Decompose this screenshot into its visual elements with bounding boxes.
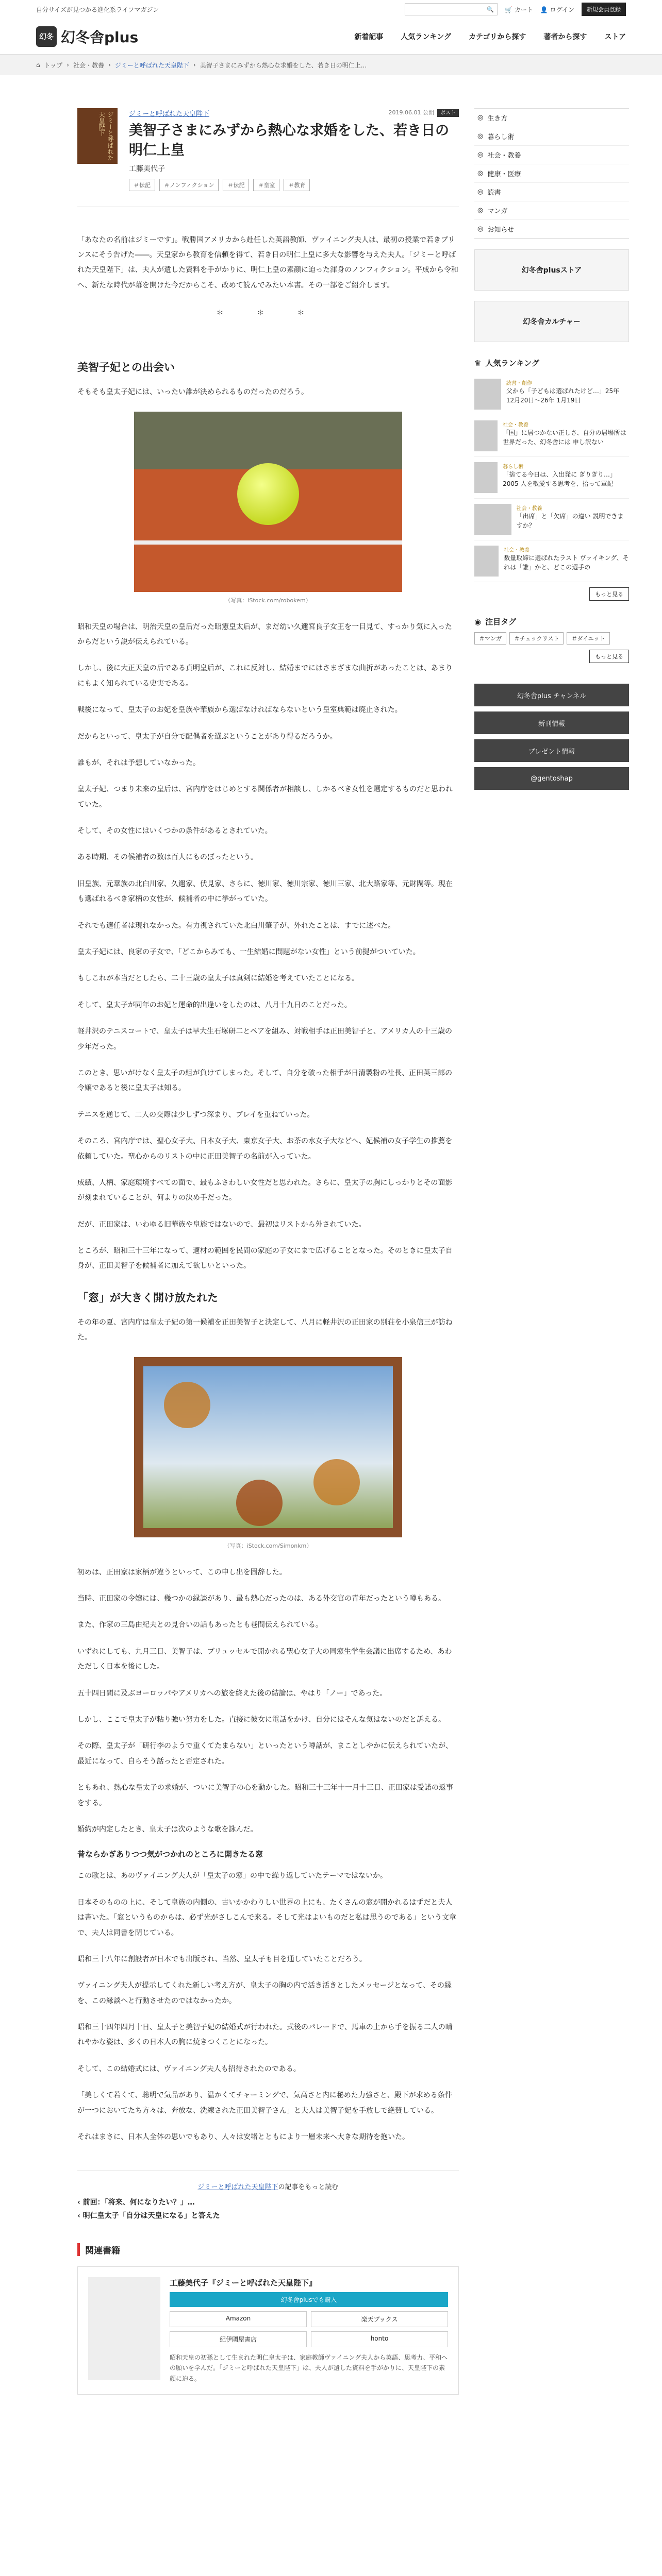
paragraph: だからといって、皇太子が自分で配偶者を選ぶということがあり得るだろうか。 bbox=[77, 732, 337, 741]
publish-date: 2019.06.01 公開 ポスト bbox=[389, 108, 459, 118]
ranking-item[interactable] bbox=[474, 457, 629, 499]
paragraph: そして、皇太子が同年のお妃と運命的出逢いをしたのは、八月十九日のことだった。 bbox=[77, 1001, 352, 1009]
sidebar-item-health[interactable]: ◎ 健康・医療 bbox=[474, 164, 629, 183]
paragraph: 日本そのものの上に、そして皇族の内側の、古いかかわりしい世界の上にも、たくさんの窓が開かれるはずだと夫人は書いた。「窓というものからは、必ず光がさしこんで来る。そして光はよいものだと私は思うのである」という文章で、夫人は同書を閉じている。 bbox=[77, 1898, 456, 1937]
crumb-top[interactable]: トップ bbox=[44, 61, 63, 69]
prev-next-nav bbox=[77, 2191, 459, 2227]
ranking-thumb bbox=[474, 504, 511, 535]
paragraph: ところが、昭和三十三年になって、適材の範囲を民間の家庭の子女にまで広げることとなった。そのときに皇太子自身が、正田美智子を候補者に加えて欲しいといった。 bbox=[77, 1247, 453, 1270]
paragraph: もしこれが本当だとしたら、二十三歳の皇太子は真剣に結婚を考えていたことになる。 bbox=[77, 974, 359, 983]
present-banner[interactable]: プレゼント情報 bbox=[474, 739, 629, 762]
paragraph: そのころ、宮内庁では、聖心女子大、日本女子大、東京女子大、お茶の水女子大などへ、妃候補の女子学生の推薦を依頼していた。聖心からのリストの中に正田美智子の名前が入っていた。 bbox=[77, 1137, 453, 1161]
paragraph: ある時期、その候補者の数は百人にものぼったという。 bbox=[77, 853, 258, 862]
book-thumb: ジミーと呼ばれた天皇陛下 bbox=[77, 108, 118, 164]
book-cover[interactable] bbox=[88, 2277, 160, 2380]
nav-category[interactable]: カテゴリから探す bbox=[468, 32, 526, 41]
sidebar-item-kurashi[interactable]: ◎ 暮らし術 bbox=[474, 127, 629, 146]
paragraph: 軽井沢のテニスコートで、皇太子は早大生石塚研二とペアを組み、対戦相手は正田美智子と、アメリカ人の十三歳の少年だった。 bbox=[77, 1027, 453, 1051]
paragraph: その際、皇太子が「研行李のようで重くてたまらない」といったという噂話が、まことしやかに伝えられていたが、最近になって、自らそう話ったと否定された。 bbox=[77, 1742, 453, 1766]
ranking-category: 社会・教養 bbox=[504, 548, 530, 553]
nav-store[interactable]: ストア bbox=[604, 32, 626, 41]
store-banner[interactable]: 幻冬舎plusストア bbox=[474, 249, 629, 291]
shop-amazon[interactable]: Amazon bbox=[170, 2311, 307, 2327]
divider-dots: ＊ ＊ ＊ bbox=[216, 309, 320, 318]
prev-link[interactable]: ‹ 前回：「将来、何になりたい？」… bbox=[77, 2198, 195, 2207]
paragraph: 当時、正田家の令嬢には、幾つかの縁談があり、最も熱心だったのは、ある外交官の青年だったという噂もある。 bbox=[77, 1595, 445, 1603]
next-link[interactable]: ‹ 明仁皇太子「自分は天皇になる」と答えた bbox=[77, 2211, 220, 2220]
login-link[interactable]: 👤 ログイン bbox=[540, 6, 574, 13]
paragraph: このとき、思いがけなく皇太子の組が負けてしまった。そして、自分を破った相手が日清製粉の社長、正田英三郎の令嬢であると後に皇太子は知る。 bbox=[77, 1069, 453, 1093]
crumb-cat[interactable]: 社会・教養 bbox=[73, 61, 105, 69]
tennis-ball-image bbox=[134, 412, 402, 592]
ranking-thumb bbox=[474, 420, 498, 451]
search-icon[interactable]: 🔍 bbox=[487, 6, 494, 13]
paragraph: しかし、後に大正天皇の后である貞明皇后が、これに反対し、結婚までにはさまざまな曲折があったことは、あまりにもよく知られている史実である。 bbox=[77, 664, 453, 688]
paragraph: その年の夏、宮内庁は皇太子妃の第一候補を正田美智子と決定して、八月に軽井沢の正田家の別荘を小泉信三が訪ねた。 bbox=[77, 1318, 453, 1342]
paragraph: 婚約が内定したとき、皇太子は次のような歌を詠んだ。 bbox=[77, 1825, 258, 1834]
cart-link[interactable]: 🛒 カート bbox=[505, 6, 533, 13]
ranking-thumb bbox=[474, 462, 498, 493]
leaf-icon: ◎ bbox=[477, 114, 484, 122]
ranking-title: 「捨てる今日は、入出発に ぎりぎり…」2005 人を敬愛する思考を、拾って軍記 bbox=[503, 471, 616, 487]
related-heading: 関連書籍 bbox=[77, 2243, 459, 2256]
keyword-heading: ◉ 注目タグ bbox=[474, 617, 517, 626]
tag[interactable]: ＃皇室 bbox=[253, 179, 279, 191]
ranking-title: 「国」に居つかない正しさ、自分の居場所は世界だった、幻冬舎には 申し訳ない bbox=[503, 429, 626, 446]
shop-rakuten[interactable]: 楽天ブックス bbox=[311, 2311, 448, 2327]
home-icon[interactable]: ⌂ bbox=[36, 61, 40, 69]
paragraph: 五十四日間に及ぶヨーロッパやアメリカへの旅を終えた後の結論は、やはり「ノー」であった。 bbox=[77, 1689, 387, 1698]
paragraph: そして、この結婚式には、ヴァイニング夫人も招待されたのである。 bbox=[77, 2064, 301, 2073]
paragraph: いずれにしても、九月三日、美智子は、ブリュッセルで開かれる聖心女子大の同窓生学生会議に出席するため、あわただしく日本を後にした。 bbox=[77, 1647, 452, 1671]
sidebar-item-manga[interactable]: ◎ マンガ bbox=[474, 201, 629, 220]
ranking-thumb bbox=[474, 546, 499, 577]
sidebar-item-ikikata[interactable]: ◎ 生き方 bbox=[474, 109, 629, 127]
ranking-item[interactable] bbox=[474, 499, 629, 540]
logo-icon: 幻冬 bbox=[36, 26, 57, 47]
breadcrumb: ⌂ トップ › 社会・教養 › ジミーと呼ばれた天皇陛下 › 美智子さまにみずから熱心な求婚をした、若き日の明仁上... bbox=[0, 55, 662, 75]
caption: （写真：iStock.com/robokem） bbox=[225, 597, 311, 604]
ranking-category: 読書・創作 bbox=[506, 381, 532, 386]
body-section-1 bbox=[77, 620, 459, 1274]
home-icon: ◎ bbox=[477, 132, 484, 140]
paragraph: この歌とは、あのヴァイニング夫人が「皇太子の窓」の中で繰り返していたテーマではないか。 bbox=[77, 1872, 388, 1880]
book-description: 昭和天皇の初孫として生まれた明仁皇太子は、家庭教師ヴァイニング夫人から英語、思考力、平和への願いを学んだ。「ジミーと呼ばれた天皇陛下」は、夫人が遺した資料を手がかりに、天皇陛下の素顔に迫る。 bbox=[170, 2353, 448, 2382]
more-button[interactable]: もっと見る bbox=[589, 650, 629, 663]
search-input[interactable] bbox=[405, 3, 498, 15]
crown-icon: ♛ bbox=[474, 358, 482, 368]
paragraph: 皇太子妃には、良家の子女で、「どこからみても、一生結婚に問題がない女性」という前提がついていた。 bbox=[77, 948, 420, 957]
ranking-category: 社会・教養 bbox=[516, 506, 542, 512]
tag[interactable]: ＃伝記 bbox=[223, 179, 249, 191]
pen-icon: ◎ bbox=[477, 188, 484, 196]
paragraph: そして、その女性にはいくつかの条件があるとされていた。 bbox=[77, 827, 272, 836]
manga-icon: ◎ bbox=[477, 207, 484, 214]
ranking-category: 社会・教養 bbox=[503, 422, 529, 428]
ranking-title: 父から「子どもは選ばれたけど…」25年 12月20日〜26年 1月19日 bbox=[506, 387, 620, 404]
paragraph: 昭和天皇の場合は、明治天皇の皇后だった昭憲皇太后が、まだ幼い久邇宮良子女王を一目見て、すっかり気に入ったからだという説が伝えられている。 bbox=[77, 622, 452, 646]
new-release-banner[interactable]: 新刊情報 bbox=[474, 711, 629, 734]
crumb-series[interactable]: ジミーと呼ばれた天皇陛下 bbox=[114, 61, 189, 69]
keyword[interactable]: ＃マンガ bbox=[474, 632, 506, 645]
register-button[interactable]: 新規会員登録 bbox=[582, 3, 626, 16]
article-header bbox=[77, 108, 459, 207]
main-header bbox=[0, 19, 662, 55]
nav-ranking[interactable]: 人気ランキング bbox=[401, 32, 451, 41]
tag[interactable]: ＃ノンフィクション bbox=[159, 179, 219, 191]
paragraph: 昭和三十八年に創設者が日本でも出版され、当然、皇太子も目を通していたことだろう。 bbox=[77, 1955, 367, 1963]
window-image bbox=[134, 1357, 402, 1537]
tag-icon: ◉ bbox=[474, 617, 482, 626]
ranking-category: 暮らし術 bbox=[503, 464, 524, 470]
sidebar-item-news[interactable]: ◎ お知らせ bbox=[474, 220, 629, 239]
paragraph: それでも適任者は現れなかった。有力視されていた北白川肇子が、外れたことは、すでに述べた。 bbox=[77, 921, 395, 930]
crumb-current: 美智子さまにみずから熱心な求婚をした、若き日の明仁上... bbox=[200, 61, 367, 69]
twitter-banner[interactable]: @gentoshap bbox=[474, 767, 629, 790]
sidebar bbox=[474, 108, 629, 790]
sidebar-item-society[interactable]: ◎ 社会・教養 bbox=[474, 146, 629, 164]
keyword-list bbox=[474, 632, 629, 645]
ranking-item[interactable] bbox=[474, 415, 629, 457]
section-heading: 美智子妃との出会い bbox=[77, 361, 175, 374]
paragraph: 戦後になって、皇太子のお妃を皇族や華族から選ばなければならないという皇室典範は廃止された。 bbox=[77, 706, 402, 715]
paragraph: テニスを通じて、二人の交際は少しずつ深まり、プレイを重ねていった。 bbox=[77, 1110, 315, 1119]
paragraph: 旧皇族、元華族の北白川家、久邇家、伏見家、さらに、徳川家、徳川宗家、徳川三家、北大路家等、元財閥等。現在も選ばれるべき家柄の女性が、候補者の中に挙がっていた。 bbox=[77, 879, 453, 904]
ranking-title: 数量取締に選ばれたラスト ヴァイキング、それは「誰」かと、どこの選手の bbox=[504, 554, 629, 571]
shop-kinokuniya[interactable]: 紀伊國屋書店 bbox=[170, 2331, 307, 2347]
ranking-heading: ♛ 人気ランキング bbox=[474, 358, 540, 368]
tag[interactable]: ＃教育 bbox=[284, 179, 310, 191]
paragraph: ともあれ、熱心な皇太子の求婚が、ついに美智子の心を動かした。昭和三十三年十一月十三日、正田家は受諾の返事をする。 bbox=[77, 1784, 453, 1807]
paragraph: 昭和三十四年四月十日、皇太子と美智子妃の結婚式が行われた。式後のパレードで、馬車の上から手を振る二人の晴れやかな姿は、多くの日本人の胸に焼きつくことになった。 bbox=[77, 2023, 453, 2047]
more-button[interactable]: もっと見る bbox=[589, 587, 629, 601]
paragraph: 皇太子妃、つまり未来の皇后は、宮内庁をはじめとする関係者が相談し、しかるべき女性を選定するものだと思われていた。 bbox=[77, 785, 453, 809]
book-title[interactable]: 工藤美代子『ジミーと呼ばれた天皇陛下』 bbox=[170, 2278, 317, 2287]
series-link[interactable]: ジミーと呼ばれた天皇陛下 bbox=[129, 110, 210, 118]
tagline: 自分サイズが見つかる進化系ライフマガジン bbox=[36, 6, 159, 13]
ranking-title: 「出席」と「欠席」の違い 説明できますか？ bbox=[516, 513, 624, 529]
paragraph: また、作家の三島由紀夫との見合いの話もあったとも巷間伝えられている。 bbox=[77, 1621, 323, 1630]
series-more: ジミーと呼ばれた天皇陛下の記事をもっと読む bbox=[197, 2183, 339, 2192]
ranking-list bbox=[474, 374, 629, 582]
ranking-thumb bbox=[474, 379, 501, 410]
keyword[interactable]: ＃チェックリスト bbox=[509, 632, 564, 645]
paragraph: 「美しくて若くて、聡明で気品があり、温かくてチャーミングで、気高さと内に秘めた力強さと、殿下が求める条件が一つにおいてたち方々は、奔放な、洗練された正田美智子さん」と夫人は美智子妃を手放しで絶賛している。 bbox=[77, 2091, 452, 2115]
channel-banner[interactable]: 幻冬舎plus チャンネル bbox=[474, 684, 629, 706]
paragraph: しかし、ここで皇太子が粘り強い努力をした。直接に彼女に電話をかけ、自分にはそんな気はないのだと訴える。 bbox=[77, 1716, 445, 1724]
paragraph: だが、正田家は、いわゆる旧華族や皇族ではないので、最初はリストから外されていた。 bbox=[77, 1220, 366, 1229]
tag[interactable]: ＃伝記 bbox=[129, 179, 155, 191]
lead-text: 「あなたの名前はジミーです」。戦勝国アメリカから赴任した英語教師、ヴァイニング夫人は、最初の授業で若きプリンスにそう告げた――。天皇家から教育を信頼を得て、若き日の明仁上皇に多大な影響を与えた夫人。「ジミーと呼ばれた天皇陛下」は、夫人が遺した資料を手がかりに、明仁上皇の素顔に迫った渾身のノンフィクション。平成から令和へ、新たな時代が幕を開けた今だからこそ、改めて読んでみたい本書。その一部をご紹介します。 bbox=[77, 235, 458, 290]
buy-button[interactable]: 幻冬舎plusでも購入 bbox=[170, 2292, 448, 2307]
article bbox=[77, 108, 459, 2395]
logo[interactable]: 幻冬 幻冬舎plus bbox=[36, 26, 138, 47]
heart-icon: ◎ bbox=[477, 170, 484, 177]
page-title: 美智子さまにみずから熱心な求婚をした、若き日の明仁上皇 bbox=[129, 123, 449, 158]
paragraph: 誰もが、それは予想していなかった。 bbox=[77, 758, 200, 767]
paragraph: 初めは、正田家は家柄が違うといって、この申し出を固辞した。 bbox=[77, 1568, 287, 1577]
caption: （写真：iStock.com/Simonkm） bbox=[224, 1542, 312, 1549]
related-book bbox=[77, 2266, 459, 2395]
paragraph: それはまさに、日本人全体の思いでもあり、人々は安堵とともにより一層未来へ大きな期待を抱いた。 bbox=[77, 2133, 409, 2142]
keyword[interactable]: ＃ダイエット bbox=[567, 632, 609, 645]
sidebar-item-reading[interactable]: ◎ 読書 bbox=[474, 183, 629, 201]
author-link[interactable]: 工藤美代子 bbox=[129, 164, 165, 173]
tennis-figure bbox=[77, 412, 459, 604]
ranking-item[interactable] bbox=[474, 374, 629, 415]
section-heading: 「窓」が大きく開け放たれた bbox=[77, 1291, 218, 1304]
category-menu bbox=[474, 108, 629, 239]
nav-new[interactable]: 新着記事 bbox=[354, 32, 384, 41]
body-section-2 bbox=[77, 1565, 459, 1838]
paragraph: そもそも皇太子妃には、いったい誰が決められるものだったのだろう。 bbox=[77, 388, 308, 397]
bell-icon: ◎ bbox=[477, 225, 484, 233]
paragraph: 成績、人柄、家庭環境すべての面で、最もふさわしい女性だと思われた。さらに、皇太子の胸にしっかりとその面影が刻まれていることが、何よりの決め手だった。 bbox=[77, 1178, 453, 1202]
book-icon: ◎ bbox=[477, 151, 484, 159]
tag-list bbox=[129, 179, 459, 191]
global-nav bbox=[354, 31, 626, 42]
window-figure bbox=[77, 1357, 459, 1550]
ranking-item[interactable] bbox=[474, 540, 629, 582]
body-section-3 bbox=[77, 1869, 459, 2145]
shop-honto[interactable]: honto bbox=[311, 2331, 448, 2347]
culture-banner[interactable]: 幻冬舎カルチャー bbox=[474, 301, 629, 342]
paragraph: ヴァイニング夫人が提示してくれた新しい考え方が、皇太子の胸の内で活き活きとしたメッセージとなって、その縁を、この縁談へと行動させたのではなかったか。 bbox=[77, 1981, 452, 2005]
top-bar bbox=[0, 0, 662, 19]
poem-heading: 昔ならかぎありつつ気がつかれのところに開きたる窓 bbox=[77, 1850, 263, 1859]
nav-author[interactable]: 著者から探す bbox=[543, 32, 587, 41]
